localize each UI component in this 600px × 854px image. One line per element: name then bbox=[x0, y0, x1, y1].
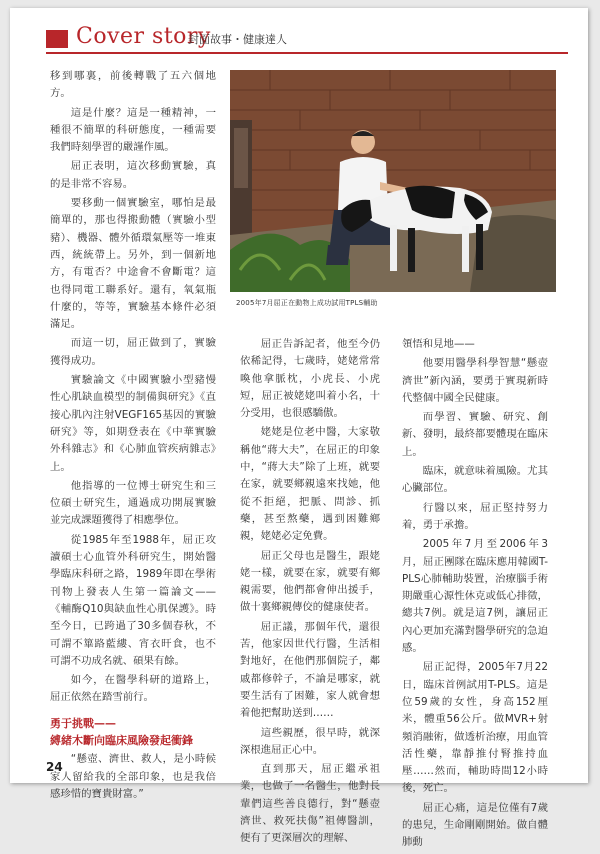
paragraph: 臨床，就意味着風險。尤其心臟部位。 bbox=[402, 465, 548, 495]
page-number: 24 bbox=[46, 760, 63, 774]
paragraph: 屈正心痛，這是位僅有7歲的患兒，生命剛剛開始。做自體肺動 bbox=[402, 801, 548, 849]
paragraph: 姥姥是位老中醫，大家敬稱他“蔣大夫”，在屈正的印象中，“蔣大夫”除了上班，就要在家，就要鄉親遠來找她，他從不拒絕，把脈、問診、抓藥，甚至熬藥，遇到困難鄉親，姥姥必定免費。 bbox=[240, 426, 380, 543]
paragraph: 屈正記得，2005年7月22日，臨床首例試用T-PLS。這是位59歲的女性，身高152厘米，體重56公斤。做MVR+射頻消融術，做透析治療，用血管活性藥，靠靜推付腎推持血壓……然而，輔助時間12小時後，死亡。 bbox=[402, 661, 548, 795]
paragraph: 要移動一個實驗室，哪怕是最簡單的，那也得搬動體（實驗小型豬）、機器、體外循環氣壓等一堆東西，統統帶上。另外，到一個新地方，有電否？中途會不會斷電？這也得同電工聯系好。還有，氧氣瓶什麼的，等等，實驗基本條件必須滿足。 bbox=[50, 197, 216, 331]
photo-caption: 2005年7月屈正在動物上成功試用TPLS輔助 bbox=[236, 299, 378, 307]
magazine-page bbox=[10, 8, 588, 849]
paragraph: 他指導的一位博士研究生和三位碩士研究生，通過成功開展實驗並完成課題獲得了相應學位。 bbox=[50, 479, 216, 527]
header-rule bbox=[46, 52, 568, 54]
text-column-2 bbox=[240, 336, 380, 850]
paragraph: 2005年7月至2006年3月，屈正團隊在臨床應用韓國T-PLS心肺輔助裝置，治療腦手術期嚴重心源性休克或低心排徵，總共7例。就是這7例，讓屈正內心更加充滿對醫學研究的急迫感。 bbox=[402, 538, 548, 655]
paragraph: 屈正父母也是醫生，跟姥姥一樣，就要在家，就要有鄉親需要，他們都會伸出援手，做十裏鄉親傳佼的健康使者。 bbox=[240, 549, 380, 614]
subheading-title: 縛緒木斷向臨床風險發起衝鋒 bbox=[50, 733, 193, 747]
paragraph: 從1985年至1988年，屈正攻讀碩士心血管外科研究生，開始醫學臨床科研之路，1989年即在學術刊物上發表人生第一篇論文——《輔酶Q10與缺血性心肌保護》。時至今日，已跨過了30多個春秋，不可謂不篳路藍縷、宵衣旰食，也不可謂不功成名就、碩果有餘。 bbox=[50, 533, 216, 667]
section-title: Cover story bbox=[76, 24, 211, 49]
paragraph: 移到哪裏，前後轉戰了五六個地方。 bbox=[50, 70, 216, 100]
paragraph: 行醫以來，屈正堅持努力着，勇于承擔。 bbox=[402, 501, 548, 531]
paragraph: 實驗論文《中國實驗小型豬慢性心肌缺血模型的制備與研究》《直接心肌內注射VEGF165基因的實驗研究》等，如期登表在《中華實驗外科雜志》和《心肺血管疾病雜志》上。 bbox=[50, 374, 216, 473]
paragraph: 直到那天，屈正繼承祖業，也做了一名醫生，他對長輩們這些善良德行，對“懸壺濟世、救死扶傷”祖傳醫訓，便有了更深層次的理解、 bbox=[240, 763, 380, 845]
subheading: 勇于挑戰—— bbox=[50, 716, 116, 730]
paragraph: 領悟和見地—— bbox=[402, 338, 475, 350]
paragraph: 而這一切，屈正做到了，實驗獲得成功。 bbox=[50, 337, 216, 367]
header-accent-block bbox=[46, 30, 68, 48]
paragraph: 他要用醫學科學智慧“懸壺濟世”新內涵，要勇于實現新時代整個中國全民健康。 bbox=[402, 357, 548, 404]
paragraph: 如今，在醫學科研的道路上，屈正依然在踏雪前行。 bbox=[50, 674, 216, 704]
paragraph: 而學習、實驗、研究、創新、發明，最終都要體現在臨床上。 bbox=[402, 411, 548, 458]
section-subtitle: 封面故事・健康達人 bbox=[188, 33, 287, 46]
paragraph: 這些親歷，很早時，就深深根進屈正心中。 bbox=[240, 726, 380, 756]
photo-illustration bbox=[230, 70, 556, 292]
paragraph: “懸壺、濟世、救人，是小時候家人留給我的全部印象，也是我倍感珍惜的寶貴財富。” bbox=[50, 753, 216, 800]
paragraph: 屈正議，那個年代，還很苦，他家因世代行醫，生活相對地好，在他們那個院子，鄰戚都修幹子，不論是哪家，就要生活有了困難，家人就會想着他把幫助送到…… bbox=[240, 620, 380, 720]
text-column-3 bbox=[402, 336, 548, 854]
paragraph: 屈正表明，這次移動實驗，真的是非常不容易。 bbox=[50, 160, 216, 190]
photo-doctor-with-calf bbox=[230, 70, 556, 292]
text-column-1 bbox=[50, 68, 216, 805]
paragraph: 屈正告訴記者，他至今仍依稀記得，七歲時，姥姥常常喚他拿脈枕，小虎長、小虎短，屈正被姥姥叫着小名，十分受用，也很感驕傲。 bbox=[240, 338, 380, 420]
paragraph: 這是什麼？這是一種精神，一種很不簡單的科研態度，一種需要我們時刻學習的嚴謹作風。 bbox=[50, 106, 216, 154]
